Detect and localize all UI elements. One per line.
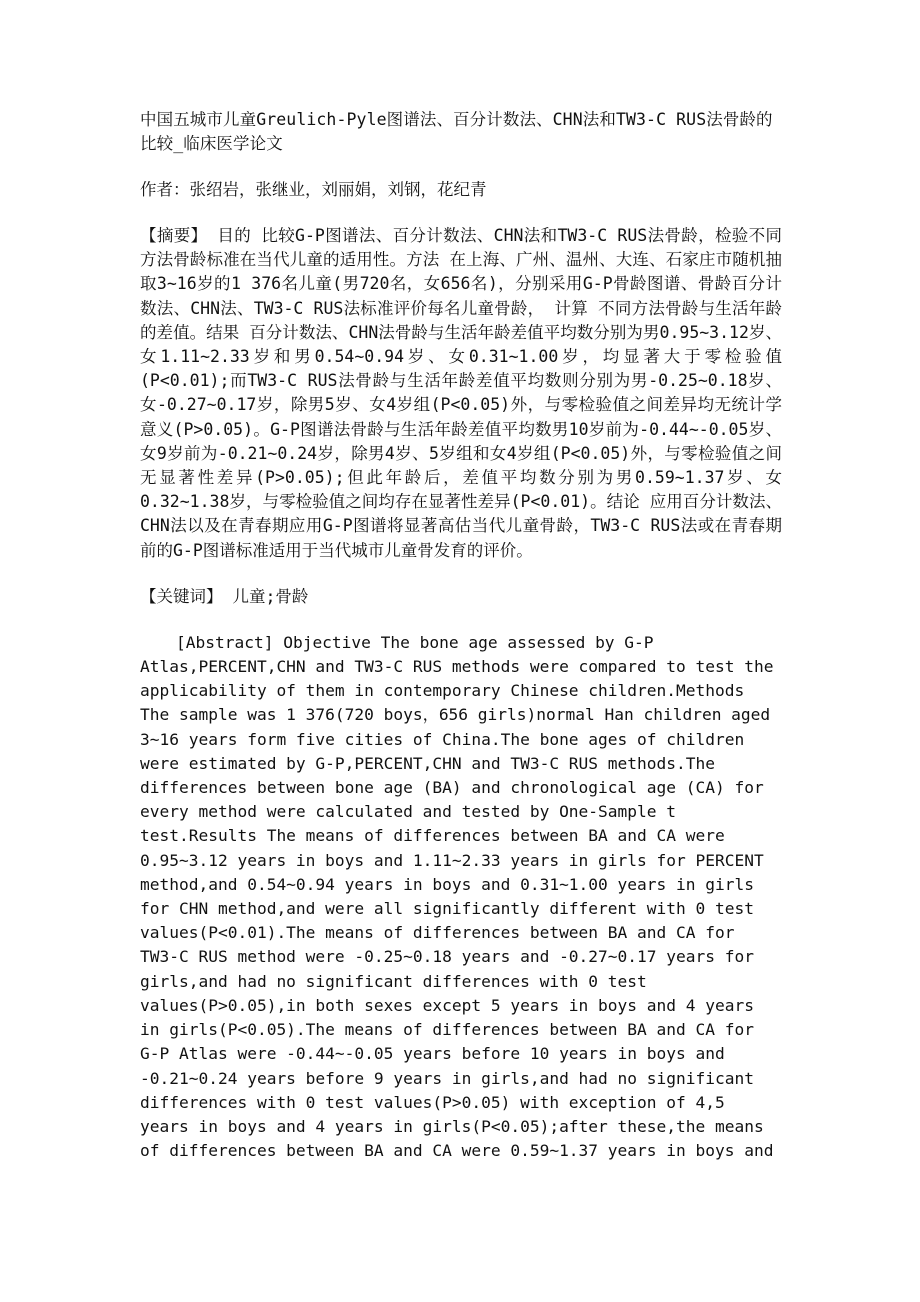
keywords-line (140, 585, 782, 609)
abstract-cn-text: 目的 比较G-P图谱法、百分计数法、CHN法和TW3-C RUS法骨龄，检验不同方法骨龄标准在当代儿童的适用性。方法 在上海、广州、温州、大连、石家庄市随机抽取3~16岁的1 376名儿童(男720名，女656名)，分别采用G-P骨龄图谱、骨龄百分计数法、CHN法、TW3-C RUS法标准评价每名儿童骨龄， 计算 不同方法骨龄与生活年龄的差值。结果 百分计数法、CHN法骨龄与生活年龄差值平均数分别为男0.95~3.12岁、女1.11~2.33岁和男0.54~0.94岁、女0.31~1.00岁，均显著大于零检验值(P<0.01);而TW3-C RUS法骨龄与生活年龄差值平均数则分别为男-0.25~0.18岁、女-0.27~0.17岁，除男5岁、女4岁组(P<0.05)外，与零检验值之间差异均无统计学意义(P>0.05)。G-P图谱法骨龄与生活年龄差值平均数男10岁前为-0.44~-0.05岁、女9岁前为-0.21~0.24岁，除男4岁、5岁组和女4岁组(P<0.05)外，与零检验值之间无显著性差异(P>0.05);但此年龄后，差值平均数分别为男0.59~1.37岁、女0.32~1.38岁，与零检验值之间均存在显著性差异(P<0.01)。结论 应用百分计数法、CHN法以及在青春期应用G-P图谱将显著高估当代儿童骨龄，TW3-C RUS法或在青春期前的G-P图谱标准适用于当代城市儿童骨发育的评价。 (140, 226, 782, 560)
article-title: 中国五城市儿童Greulich-Pyle图谱法、百分计数法、CHN法和TW3-C RUS法骨龄的比较_临床医学论文 (140, 110, 773, 153)
authors-line (140, 178, 782, 202)
authors-label: 作者： (140, 180, 190, 199)
keywords-label: 【关键词】 (140, 586, 223, 606)
english-abstract: [Abstract] Objective The bone age assessed by G-P Atlas,PERCENT,CHN and TW3-C RUS methods were compared to test the applicability of them in contemporary Chinese children.Methods The sample was 1 376(720 boys，656 girls)normal Han children aged 3~16 years form five cities of China.The bone ages of children were estimated by G-P,PERCENT,CHN and TW3-C RUS methods.The differences between bone age (BA) and chronological age (CA) for every method were calculated and tested by One-Sample t test.Results The means of differences between BA and CA were 0.95~3.12 years in boys and 1.11~2.33 years in girls for PERCENT method,and 0.54~0.94 years in boys and 0.31~1.00 years in girls for CHN method,and were all significantly different with 0 test values(P<0.01).The means of differences between BA and CA for TW3-C RUS method were -0.25~0.18 years and -0.27~0.17 years for girls,and had no significant differences with 0 test values(P>0.05),in both sexes except 5 years in boys and 4 years in girls(P<0.05).The means of differences between BA and CA for G-P Atlas were -0.44~-0.05 years before 10 years in boys and -0.21~0.24 years before 9 years in girls,and had no significant differences with 0 test values(P>0.05) with exception of 4,5 years in boys and 4 years in girls(P<0.05);after these,the means of differences between BA and CA were 0.59~1.37 years in boys and (140, 632, 774, 1161)
authors-names: 张绍岩，张继业，刘丽娟，刘钢，花纪青 (189, 180, 487, 199)
abstract-label: 【摘要】 (140, 226, 208, 245)
article-page (140, 108, 782, 1163)
chinese-abstract (140, 224, 782, 563)
keywords-text: 儿童;骨龄 (232, 586, 309, 606)
